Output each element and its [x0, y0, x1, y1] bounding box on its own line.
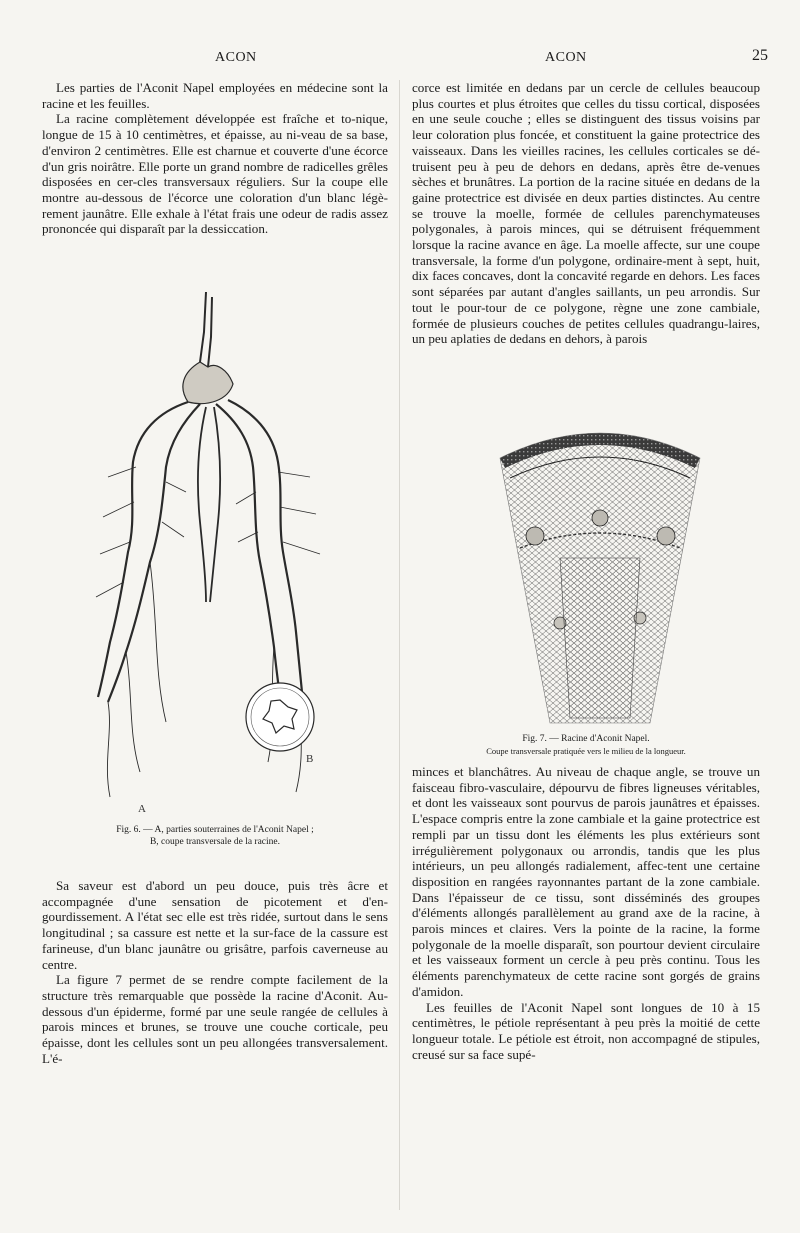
figure-6-aconite-roots — [88, 292, 338, 817]
paragraph: La racine complètement développée est fraîche et to-nique, longue de 15 à 10 centimètres, et épaisse, au ni-veau de sa base, d'environ 2 centimètres. Elle est charnue et couverte d'une écorce d'un gris noirâtre. Elle porte un grand nombre de radicelles grêles disposées en cer-cles transversaux réguliers. Sur la coupe elle montre au-dessous de l'écorce une coloration d'un blanc légè-rement jaunâtre. Elle exhale à l'état frais une odeur de radis assez prononcée qui disparaît par la dessiccation. — [42, 111, 388, 237]
running-head-left: ACON — [215, 50, 257, 65]
right-column-bottom-text — [412, 764, 760, 1062]
column-gutter — [399, 80, 400, 1210]
paragraph: corce est limitée en dedans par un cercle de cellules beaucoup plus courtes et plus étroites que celles du tissu cortical, disposées en une seule couche ; elles se distinguent des tissus voisins par leur coloration plus foncée, et constituent la gaine protectrice des vaisseaux. Dans les vieilles racines, les cellules corticales se dé-truisent peu à peu de dehors en dedans, après être de-venues sèches et brunâtres. La portion de la racine située en dedans de la gaine protectrice est divisée en deux parties distinctes. Au centre se trouve la moelle, formée de cellules parenchymateuses polygonales, à parois minces, qui se détruisent fréquemment lorsque la racine avance en âge. La moelle affecte, sur une coupe transversale, la forme d'un polygone, ordinaire-ment à sept, huit, dix faces concaves, dont la concavité regarde en dehors. Les faces sont séparées par autant d'angles saillants, un peu arrondis. Sur tout le pour-tour de ce polygone, règne une zone cambiale, formée de plusieurs couches de petites cellules quadrangu-laires, un peu aplaties de dedans en dehors, à parois — [412, 80, 760, 347]
caption-line: Coupe transversale pratiquée vers le milieu de la longueur. — [486, 746, 686, 756]
paragraph: Les feuilles de l'Aconit Napel sont longues de 10 à 15 centimètres, le pétiole représentant à peu près la moitié de cette longueur totale. Le pétiole est étroit, non accompagné de stipules, creusé sur sa face supé- — [412, 999, 760, 1062]
paragraph: minces et blanchâtres. Au niveau de chaque angle, se trouve un faisceau fibro-vasculaire, dépourvu de fibres ligneuses véritables, et dont les vaisseaux sont pourvus de parois jaunâtres et épaisses. L'espace compris entre la zone cambiale et la gaine protectrice est rempli par un tissu dont les éléments les plus extérieurs sont irrégulièrement polygonaux ou arrondis, tandis que les plus intérieurs, un peu allongés radialement, affec-tent une certaine disposition en rangées rayonnantes partant de la zone cambiale. Dans l'épaisseur de ce tissu, sont disséminés des groupes d'éléments allongés parallèlement au grand axe de la racine, à parois minces et claires. Vers la pointe de la racine, la forme polygonale de la moelle disparaît, son pourtour devient circulaire et les vaisseaux forment un cercle à peu près continu. Tous les éléments parenchymateux de cette racine sont gorgés de grains d'amidon. — [412, 764, 760, 999]
caption-line: Fig. 6. — A, parties souterraines de l'Aconit Napel ; — [116, 825, 314, 835]
pith — [560, 558, 640, 718]
figure-6-caption — [42, 824, 388, 848]
label-b: B — [306, 753, 314, 765]
label-a: A — [138, 803, 146, 815]
right-column-top-text — [412, 80, 760, 347]
cross-section-b — [246, 683, 314, 751]
paragraph: Les parties de l'Aconit Napel employées en médecine sont la racine et les feuilles. — [42, 80, 388, 111]
running-head-right: ACON — [545, 50, 587, 65]
figure-7-caption — [412, 733, 760, 757]
paragraph: La figure 7 permet de se rendre compte facilement de la structure très remarquable que possède la racine d'Aconit. Au-dessous d'un épiderme, formé par une seule rangée de cellules à parois minces et brunes, se trouve une couche corticale, peu épaisse, dont les cellules sont un peu allongées transversalement. L'é- — [42, 972, 388, 1066]
page-number: 25 — [752, 47, 768, 64]
figure-7-root-cross-section — [490, 418, 710, 728]
left-column-top-text — [42, 80, 388, 237]
left-column-bottom-text — [42, 878, 388, 1066]
caption-line: B, coupe transversale de la racine. — [149, 837, 281, 847]
paragraph: Sa saveur est d'abord un peu douce, puis très âcre et accompagnée d'une sensation de picotement et d'en-gourdissement. A l'état sec elle est très ridée, surtout dans le sens longitudinal ; sa cassure est nette et la sur-face de la cassure est farineuse, d'un blanc jaunâtre ou grisâtre, parfois caverneuse au centre. — [42, 878, 388, 972]
caption-line: Fig. 7. — Racine d'Aconit Napel. — [522, 734, 650, 744]
